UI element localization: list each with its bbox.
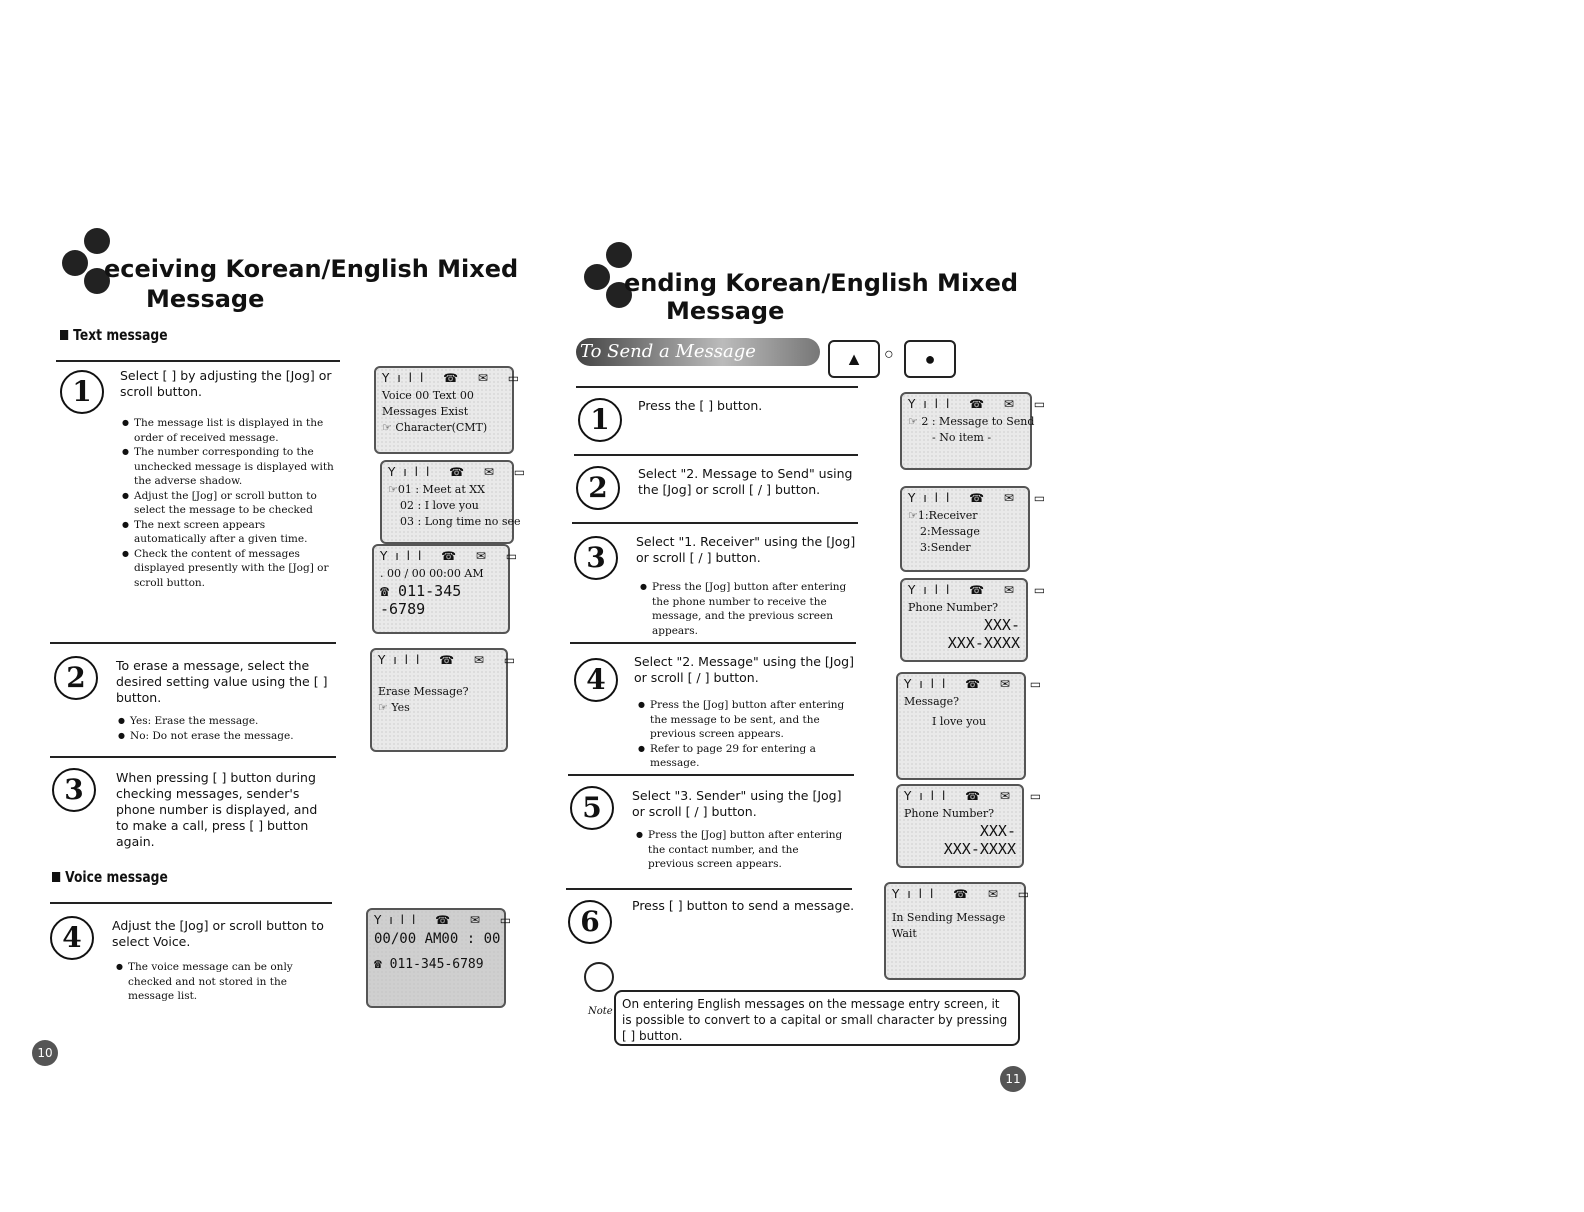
- screen-line: Voice 00 Text 00: [382, 389, 474, 402]
- right-step5-bullets: [636, 828, 846, 872]
- divider: [568, 774, 854, 776]
- right-step6-text: Press [ ] button to send a message.: [632, 898, 855, 913]
- phone-screen-erase: [370, 648, 524, 752]
- step-number: 6: [568, 900, 612, 944]
- step1-bullets: [122, 416, 336, 590]
- phone-screen-message-to-send: [900, 392, 1054, 470]
- right-step4-text: Select "2. Message" using the [Jog] or scroll [ / ] button.: [634, 654, 854, 685]
- screen-line: 3:Sender: [920, 541, 971, 554]
- screen-line: ☎ 011-345-6789: [374, 957, 484, 972]
- step-number: 3: [52, 768, 96, 812]
- screen-line: 02 : I love you: [400, 499, 479, 512]
- menu-key-icon: ▲: [828, 340, 880, 378]
- step-number: 2: [576, 466, 620, 510]
- status-icons: Yıll ☎ ✉ ▭: [908, 397, 1054, 411]
- divider: [50, 902, 332, 904]
- divider: [576, 386, 858, 388]
- right-title-line1: ending Korean/English Mixed: [624, 269, 1019, 297]
- step1-text: Select [ ] by adjusting the [Jog] or scroll button.: [120, 368, 332, 399]
- phone-screen-sender-number: [896, 784, 1050, 868]
- list-item: ● The message list is displayed in the order of received message.: [122, 416, 336, 445]
- screen-line: In Sending Message: [892, 911, 1006, 924]
- step2-text: To erase a message, select the desired setting value using the [ ] button.: [116, 658, 328, 705]
- phone-screen-sending: [884, 882, 1038, 980]
- status-icons: Yıll ☎ ✉ ▭: [374, 913, 520, 927]
- list-item: ● Refer to page 29 for entering a message.: [638, 742, 854, 771]
- screen-line: ☞ Yes: [378, 701, 410, 714]
- screen-line: 00/00 AM00 : 00: [374, 931, 501, 947]
- phone-screen-receiver-number: [900, 578, 1054, 662]
- key-separator: ○: [884, 346, 894, 363]
- status-icons: Yıll ☎ ✉ ▭: [378, 653, 524, 667]
- divider: [50, 642, 336, 644]
- step4-bullets: [116, 960, 326, 1004]
- left-title-line2: Message: [146, 285, 265, 313]
- voice-message-heading: Voice message: [52, 868, 168, 886]
- step-number: 4: [50, 916, 94, 960]
- screen-line: XXX-: [979, 822, 1016, 840]
- list-item: ● The voice message can be only checked and not stored in the message list.: [116, 960, 326, 1004]
- screen-line: XXX-: [983, 616, 1020, 634]
- status-icons: Yıll ☎ ✉ ▭: [908, 491, 1054, 505]
- right-step5-text: Select "3. Sender" using the [Jog] or scroll [ / ] button.: [632, 788, 842, 819]
- step-number: 3: [574, 536, 618, 580]
- list-item: ● Press the [Jog] button after entering the contact number, and the previous screen appears.: [636, 828, 846, 872]
- screen-line: ☞ Character(CMT): [382, 421, 488, 434]
- text-message-heading: Text message: [60, 326, 168, 344]
- status-icons: Yıll ☎ ✉ ▭: [388, 465, 534, 479]
- divider: [50, 756, 336, 758]
- list-item: ● No: Do not erase the message.: [118, 729, 332, 744]
- status-icons: Yıll ☎ ✉ ▭: [380, 549, 526, 563]
- key-2-icon: ●: [904, 340, 956, 378]
- screen-line: ☞01 : Meet at XX: [388, 483, 485, 496]
- screen-line: Erase Message?: [378, 685, 469, 698]
- step-number: 1: [60, 370, 104, 414]
- status-icons: Yıll ☎ ✉ ▭: [904, 677, 1050, 691]
- phone-screen-send-menu: [900, 486, 1054, 572]
- screen-line: XXX-XXXX: [947, 634, 1020, 652]
- list-item: ● Press the [Jog] button after entering the message to be sent, and the previous screen appears.: [638, 698, 854, 742]
- step4-text: Adjust the [Jog] or scroll button to select Voice.: [112, 918, 324, 949]
- page-number-badge: 10: [32, 1040, 58, 1066]
- screen-line: - No item -: [932, 431, 992, 444]
- phone-screen-message-count: [374, 366, 528, 454]
- divider: [570, 642, 856, 644]
- screen-line: XXX-XXXX: [943, 840, 1016, 858]
- screen-line: ☞ 2 : Message to Send: [908, 415, 1035, 428]
- right-title-line2: Message: [666, 297, 785, 325]
- left-title-line1: eceiving Korean/English Mixed: [104, 255, 519, 283]
- phone-screen-voice: [366, 908, 520, 1008]
- list-item: ● Press the [Jog] button after entering the phone number to receive the message, and the previous screen appears.: [640, 580, 852, 638]
- list-item: ● Adjust the [Jog] or scroll button to select the message to be checked: [122, 489, 336, 518]
- screen-line: Wait: [892, 927, 917, 940]
- page-number-badge: 11: [1000, 1066, 1026, 1092]
- divider: [56, 360, 340, 362]
- phone-screen-sender-number: [372, 544, 526, 634]
- list-item: ● The number corresponding to the unchecked message is displayed with the adverse shadow.: [122, 445, 336, 489]
- right-step2-text: Select "2. Message to Send" using the [Jog] or scroll [ / ] button.: [638, 466, 853, 497]
- status-icons: Yıll ☎ ✉ ▭: [904, 789, 1050, 803]
- screen-line: -6789: [380, 600, 426, 618]
- step-number: 4: [574, 658, 618, 702]
- status-icons: Yıll ☎ ✉ ▭: [908, 583, 1054, 597]
- screen-line: Message?: [904, 695, 960, 708]
- screen-line: 2:Message: [920, 525, 980, 538]
- right-step4-bullets: [638, 698, 854, 771]
- screen-line: Phone Number?: [908, 601, 999, 614]
- step2-bullets: [118, 714, 332, 743]
- divider: [572, 522, 858, 524]
- divider: [566, 888, 852, 890]
- screen-line: 03 : Long time no see: [400, 515, 521, 528]
- screen-line: Phone Number?: [904, 807, 995, 820]
- list-item: ● Check the content of messages displayed presently with the [Jog] or scroll button.: [122, 547, 336, 591]
- list-item: ● The next screen appears automatically after a given time.: [122, 518, 336, 547]
- screen-line: Messages Exist: [382, 405, 469, 418]
- step-number: 2: [54, 656, 98, 700]
- screen-line: ☞1:Receiver: [908, 509, 978, 522]
- note-box: On entering English messages on the message entry screen, it is possible to convert to a capital or small character by pressing [ ] button.: [614, 990, 1020, 1046]
- screen-line: I love you: [932, 715, 987, 728]
- right-step1-text: Press the [ ] button.: [638, 398, 763, 413]
- phone-screen-message-content: [896, 672, 1050, 780]
- screen-line: . 00 / 00 00:00 AM: [380, 567, 484, 580]
- status-icons: Yıll ☎ ✉ ▭: [892, 887, 1038, 901]
- status-icons: Yıll ☎ ✉ ▭: [382, 371, 528, 385]
- right-step3-bullets: [640, 580, 852, 638]
- step3-text: When pressing [ ] button during checking messages, sender's phone number is displayed, and to make a call, press [ ] button again.: [116, 770, 318, 849]
- divider: [574, 454, 858, 456]
- to-send-banner: To Send a Message: [576, 338, 820, 366]
- step-number: 1: [578, 398, 622, 442]
- phone-screen-message-list: [380, 460, 534, 544]
- right-step3-text: Select "1. Receiver" using the [Jog] or scroll [ / ] button.: [636, 534, 856, 565]
- step-number: 5: [570, 786, 614, 830]
- list-item: ● Yes: Erase the message.: [118, 714, 332, 729]
- screen-line: ☎ 011-345: [380, 582, 462, 600]
- magnifier-icon: [584, 962, 614, 992]
- note-label: Note: [588, 1006, 613, 1017]
